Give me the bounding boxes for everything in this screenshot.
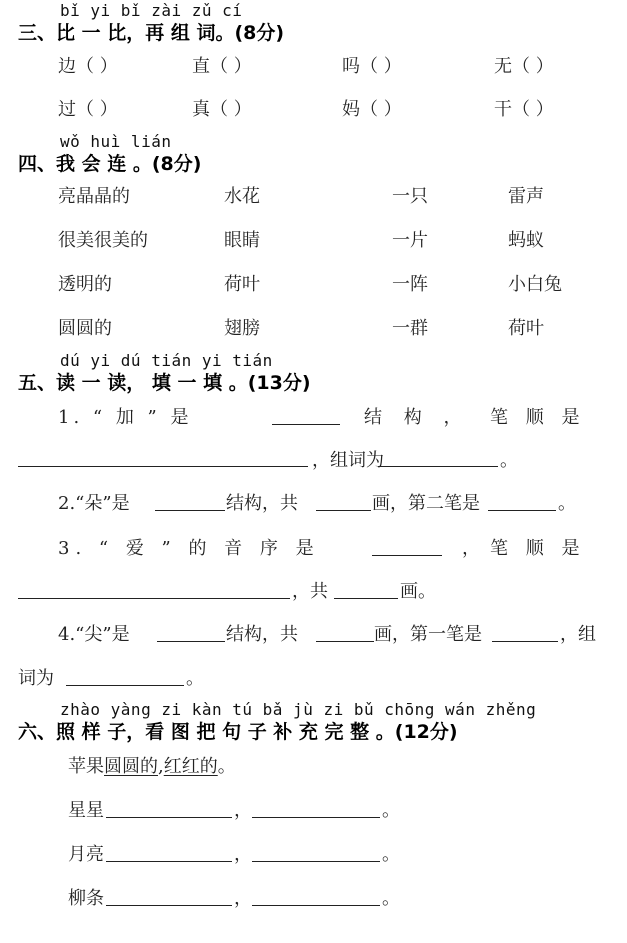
q1-word-blank[interactable] <box>380 448 498 467</box>
q4-first-stroke-blank[interactable] <box>492 623 558 642</box>
example-underlined-2: 红红的 <box>163 756 218 777</box>
q1-stroke-label: 笔 顺 是 <box>490 407 586 428</box>
item-moon-end: 。 <box>382 844 400 865</box>
s4-col1-item: 透明的 <box>58 274 112 295</box>
q4-prompt: 4.“尖”是 <box>58 624 130 645</box>
q3-prompt: 3. “ 爱 ” 的 音 序 是 <box>58 538 320 559</box>
q4-structure-label: 结构，共 <box>226 624 298 645</box>
s3-pinyin: bǐ yi bǐ zài zǔ cí <box>60 1 243 20</box>
s4-col3-item: 一阵 <box>392 274 428 295</box>
q1-structure-blank[interactable] <box>272 406 340 425</box>
s4-col1-item: 亮晶晶的 <box>58 186 130 207</box>
q4-structure-blank[interactable] <box>157 623 225 642</box>
s3-r1-c3: 吗（ ） <box>342 56 402 77</box>
s4-col3-item: 一只 <box>392 186 428 207</box>
q4-word-blank[interactable] <box>66 667 184 686</box>
q1-end: 。 <box>500 450 518 471</box>
s4-col1-item: 圆圆的 <box>58 318 112 339</box>
item-willow-comma: ， <box>234 888 252 909</box>
item-star-blank-2[interactable] <box>252 799 380 818</box>
q2-structure-blank[interactable] <box>155 492 225 511</box>
item-willow-label: 柳条 <box>68 888 104 909</box>
q4-first-stroke-label: 画，第一笔是 <box>374 624 482 645</box>
q2-structure-label: 结构，共 <box>226 493 298 514</box>
q3-total-label: ，共 <box>292 581 328 602</box>
s4-col4-item: 荷叶 <box>508 318 544 339</box>
q4-strokes-blank[interactable] <box>316 623 374 642</box>
s4-col1-item: 很美很美的 <box>58 230 148 251</box>
s3-heading: 三、比 一 比，再 组 词。(8分) <box>18 22 285 44</box>
q3-initial-blank[interactable] <box>372 537 442 556</box>
s4-col4-item: 雷声 <box>508 186 544 207</box>
s4-col4-item: 小白兔 <box>508 274 562 295</box>
item-star-label: 星星 <box>68 800 104 821</box>
s4-col4-item: 蚂蚁 <box>508 230 544 251</box>
q1-word-label: ，组词为 <box>312 450 384 471</box>
item-willow-blank-2[interactable] <box>252 887 380 906</box>
s3-r1-c2: 直（ ） <box>192 56 252 77</box>
q4-word-label-a: ，组 <box>560 624 596 645</box>
s3-r2-c2: 真（ ） <box>192 99 252 120</box>
q2-end: 。 <box>558 493 576 514</box>
q1-structure-label: 结 构 ， <box>364 407 470 428</box>
s4-heading: 四、我 会 连 。(8分) <box>18 153 202 175</box>
example-post: 。 <box>217 756 236 777</box>
q4-end: 。 <box>186 668 204 689</box>
s5-heading: 五、读 一 读， 填 一 填 。(13分) <box>18 372 311 394</box>
example-mid: , <box>158 756 164 777</box>
q2-prompt: 2.“朵”是 <box>58 493 130 514</box>
item-star-end: 。 <box>382 800 400 821</box>
q3-stroke-order-blank[interactable] <box>18 580 290 599</box>
s3-r1-c1: 边（ ） <box>58 56 118 77</box>
q4-word-label-b: 词为 <box>18 668 54 689</box>
example-sentence <box>68 752 236 778</box>
s4-col2-item: 翅膀 <box>224 318 260 339</box>
q1-stroke-order-blank[interactable] <box>18 448 308 467</box>
q3-end: 画。 <box>400 581 436 602</box>
s4-col2-item: 荷叶 <box>224 274 260 295</box>
item-moon-blank-2[interactable] <box>252 843 380 862</box>
item-star-blank-1[interactable] <box>106 799 232 818</box>
s4-col2-item: 眼睛 <box>224 230 260 251</box>
q2-second-stroke-label: 画，第二笔是 <box>372 493 480 514</box>
example-underlined-1: 圆圆的 <box>104 756 158 777</box>
s4-col3-item: 一片 <box>392 230 428 251</box>
s6-pinyin: zhào yàng zi kàn tú bǎ jù zi bǔ chōng wán zhěng <box>60 700 537 719</box>
item-star-comma: ， <box>234 800 252 821</box>
item-moon-blank-1[interactable] <box>106 843 232 862</box>
s4-col2-item: 水花 <box>224 186 260 207</box>
s3-r2-c4: 干（ ） <box>494 99 554 120</box>
s3-r2-c3: 妈（ ） <box>342 99 402 120</box>
item-willow-blank-1[interactable] <box>106 887 232 906</box>
q2-strokes-blank[interactable] <box>316 492 371 511</box>
item-willow-end: 。 <box>382 888 400 909</box>
s5-pinyin: dú yi dú tián yi tián <box>60 351 273 370</box>
item-moon-label: 月亮 <box>68 844 104 865</box>
example-pre: 苹果 <box>68 756 104 777</box>
item-moon-comma: ， <box>234 844 252 865</box>
q3-comma: ， <box>462 538 480 559</box>
s4-col3-item: 一群 <box>392 318 428 339</box>
q3-stroke-label: 笔 顺 是 <box>490 538 586 559</box>
s3-r2-c1: 过（ ） <box>58 99 118 120</box>
q2-second-stroke-blank[interactable] <box>488 492 556 511</box>
q3-strokes-blank[interactable] <box>334 580 398 599</box>
q1-prompt: 1. “ 加 ” 是 <box>58 407 193 428</box>
s4-pinyin: wǒ huì lián <box>60 132 172 151</box>
s3-r1-c4: 无（ ） <box>494 56 554 77</box>
s6-heading: 六、照 样 子，看 图 把 句 子 补 充 完 整 。(12分) <box>18 721 458 743</box>
